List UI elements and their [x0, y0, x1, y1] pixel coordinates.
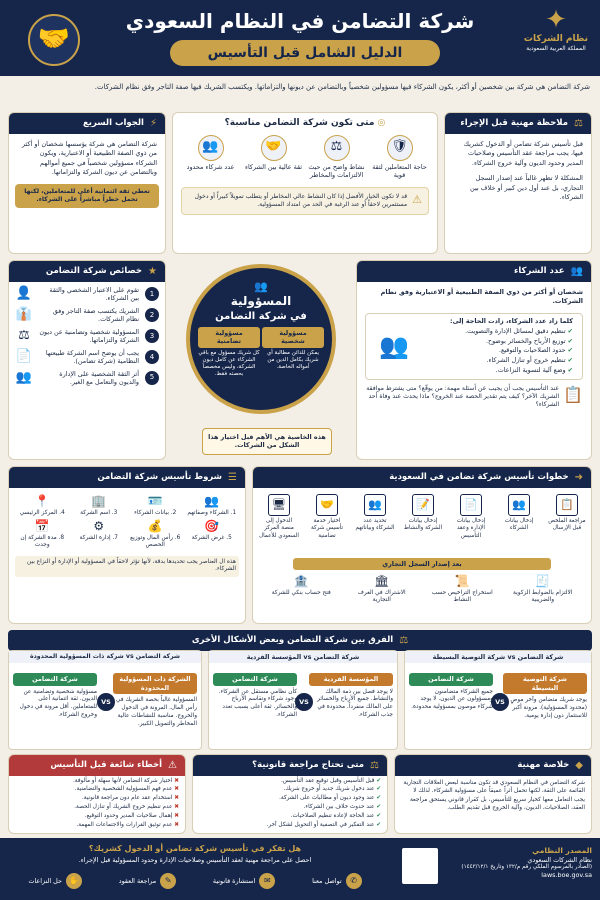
license-icon: 📜 — [454, 574, 470, 589]
liability-panel — [172, 262, 350, 458]
features-title: خصائص شركة التضامن — [45, 265, 143, 276]
conclusion-card — [394, 754, 592, 834]
step-item: 👥 تحديد عدد الشركاء وبياناتهم — [355, 494, 395, 533]
diff-col3-b: شركة التضامن مسؤولية شخصية وتضامنية عن الديون. ثقة ائتمانية أعلى للمتعاملين. أقل مرونة في دخول وخروج الشركاء. — [13, 673, 97, 720]
group-icon: 👥 — [379, 331, 409, 360]
cta-text: احصل على مراجعة مهنية لعقد التأسيس وصلاحيات الإدارة وحدود المسؤولية قبل الإجراء. — [78, 856, 312, 865]
lightning-icon: ⚡ — [149, 118, 157, 129]
feature-item: 2 الشريك يكتسب صفة التاجر وفق نظام الشركات. 👔 — [15, 307, 159, 324]
diff-col2 — [208, 650, 398, 750]
source-url[interactable]: laws.boe.gov.sa — [541, 871, 592, 880]
when-item: ⚖ نشاط واضح من حيث الالتزامات والمخاطر — [308, 135, 366, 180]
partners-title: عدد الشركاء — [513, 265, 565, 276]
diff-col2-title: شركة التضامن vs المؤسسة الفردية — [209, 651, 397, 663]
people-icon: 👥 — [198, 135, 224, 161]
vs-badge: VS — [491, 693, 509, 711]
step-item: 📋 مراجعة الملخص قبل الإرسال — [547, 494, 587, 533]
legal-review-list: ✔ قبل التأسيس وقبل توقيع عقد التأسيس. ✔ عند دخول شريك جديد أو خروج شريك. ✔ عند وجود ديون أو مطالبات على الشركة. ✔ عند حدوث خلاف بين الشركاء. ✔ عند الحاجة لإعادة تنظيم الصلاحيات. ✔ عند التفكير في التصفية أو التحويل لشكل آخر. — [193, 778, 387, 830]
building-icon: 🏢 — [91, 494, 107, 508]
vs-badge: VS — [97, 693, 115, 711]
conclusion-body: شركة التضامن في النظام السعودي قد تكون مناسبة لبعض العلاقات التجارية القائمة على الثقة، لكنها تحمل أثراً عميقاً على مسؤولية الشركاء. لذلك لا يجب التعامل معها كخيار سريع للتأسيس، بل كقرار قانوني يستحق مراجعة العقد، الصلاحيات، الديون، وآلية الخروج قبل تقديم الطلب. — [403, 780, 585, 812]
id-card-icon: 🪪 — [147, 494, 163, 508]
scale-icon: ⚖ — [324, 135, 350, 161]
step-item: 🤝 اختيار خدمة تأسيس شركة تضامنية — [307, 494, 347, 540]
when-warning: ⚠ قد لا تكون الخيار الأفضل إذا كان النشاط عالي المخاطر أو يتطلب تمويلاً كبيراً أو دخول مستثمرين لاحقاً أو عند الرغبة في الحد من امتداد المسؤولية. — [181, 187, 429, 215]
joint-tag: مسؤولية تضامنية — [198, 327, 260, 348]
gear-icon: ⚙ — [93, 519, 105, 534]
people-icon: 👥 — [364, 494, 386, 516]
after-item: 🧾 الالتزام بالضوابط الزكوية والضريبية — [511, 574, 575, 605]
features-card — [8, 260, 166, 460]
logo-country: المملكة العربية السعودية — [526, 45, 586, 52]
condition-item: 🏢 3. اسم الشركة — [72, 494, 127, 517]
chat-icon: ✉ — [259, 873, 275, 889]
partners-text: شخصان أو أكثر من ذوي الصفة الطبيعية أو الاعتبارية وفق نظام الشركات. — [380, 288, 583, 306]
after-item: 📜 استخراج التراخيص حسب النشاط — [431, 574, 493, 604]
when-item: 🤝 ثقة عالية بين الشركاء — [245, 135, 303, 180]
diff-col1-b: شركة التضامن جميع الشركاء متضامنون ومسؤولون عن الديون. لا يوجد شركاء موصون بمسؤولية محدودة. — [409, 673, 493, 712]
intro-text: شركة التضامن هي شركة بين شخصين أو أكثر، يكون الشركاء فيها مسؤولين شخصياً وبالتضامن عن ديونها والتزاماتها. ويكتسب الشريك فيها صفة التاجر وفق نظام الشركات. — [94, 83, 590, 91]
quick-answer-title: الجواب السريع — [82, 117, 144, 128]
diff-col2-a: المؤسسة الفردية لا يوجد فصل بين ذمة المالك والنشاط. جميع الأرباح والخسائر على المالك منفرداً. محدودة في جذب الشركاء. — [309, 673, 393, 720]
legal-review-title: متى تحتاج مراجعة قانونية؟ — [252, 759, 365, 770]
step-item: 👥 إدخال بيانات الشركاء — [499, 494, 539, 533]
feature-item: 4 يجب أن يوضح اسم الشركة طبيعتها النظامية (شركة تضامن). 📄 — [15, 349, 159, 366]
partners-card — [356, 260, 592, 460]
document-icon: ✎ — [160, 873, 176, 889]
step-item: 📝 إدخال بيانات الشركة والنشاط — [403, 494, 443, 533]
shield-icon: 🛡 — [387, 135, 413, 161]
source-block — [442, 846, 592, 880]
scale-icon: ⚖ — [399, 635, 409, 646]
document-icon: 📄 — [460, 494, 482, 516]
steps-title: خطوات تأسيس شركة تضامن في السعودية — [389, 471, 569, 482]
checklist-icon: 📋 — [556, 494, 578, 516]
feature-item: 5 أثر الثقة الشخصية على الإدارة والديون والتعامل مع الغير. 👥 — [15, 370, 159, 387]
condition-item: 👥 1. الشركاء وصفاتهم — [185, 494, 240, 517]
personal-text: يمكن للدائن مطالبة أي شريك بكامل الدين من أمواله الخاصة. — [266, 349, 320, 370]
footer — [0, 838, 600, 900]
diff-col3-a: الشركة ذات المسؤولية المحدودة المسؤولية غالباً بحصة الشريك في رأس المال. المرونة في الدخول والخروج. مناسبة للنشاطات عالية المخاطر والتمويل الكبير. — [113, 673, 197, 729]
after-item: 🏦 فتح حساب بنكي للشركة — [269, 574, 333, 605]
checklist-icon: 📋 — [563, 384, 583, 404]
condition-item: 📅 8. مدة الشركة إن وجدت — [15, 519, 70, 550]
pre-note-card — [444, 112, 592, 254]
step-item: 📄 إدخال بيانات الإدارة وعقد التأسيس — [451, 494, 491, 540]
partners-needs — [365, 313, 583, 380]
handshake-icon: ✋ — [66, 873, 82, 889]
handshake-icon: 🤝 — [28, 14, 80, 66]
diff-col1-a: شركة التوصية البسيطة يوجد شريك متضامن وآخر موصٍ (محدود المسؤولية). مرونة أكبر للاستثمار دون إدارة يومية. — [503, 673, 587, 721]
cta-question: هل تفكر في تأسيس شركة تضامن أو الدخول كشريك؟ — [88, 844, 302, 853]
source-title: المصدر النظامي — [532, 846, 592, 855]
when-card — [172, 112, 438, 254]
diff-col1-title: شركة التضامن vs شركة التوصية البسيطة — [405, 651, 591, 663]
diff-col3 — [8, 650, 202, 750]
qr-code-icon — [402, 848, 438, 884]
people-icon: 👥 — [254, 280, 268, 293]
after-item: 🏛 الاشتراك في الغرف التجارية — [350, 574, 414, 605]
location-icon: 📍 — [34, 494, 50, 508]
diff-col1 — [404, 650, 592, 750]
target-icon: 🎯 — [204, 519, 220, 534]
liability-subtitle: في شركة التضامن — [215, 310, 307, 322]
condition-item: 📍 4. المركز الرئيسي — [15, 494, 70, 517]
steps-card — [252, 466, 592, 624]
document-icon: 📄 — [15, 348, 33, 364]
conclusion-title: خلاصة مهنية — [517, 759, 570, 770]
palm-swords-icon: ✦ — [545, 5, 567, 35]
feature-item: 3 المسؤولية شخصية وتضامنية عن ديون الشركة والتزاماتها. ⚖ — [15, 328, 159, 345]
merchant-icon: 👔 — [15, 306, 33, 322]
contract-review-button[interactable]: ✎ مراجعة العقود — [119, 873, 176, 889]
phone-icon: ✆ — [346, 873, 362, 889]
people-icon: 👥 — [508, 494, 530, 516]
cta-block — [10, 844, 380, 889]
diff-title: الفرق بين شركة التضامن وبعض الأشكال الأخرى — [191, 634, 394, 645]
list-icon: ☰ — [228, 472, 237, 483]
calendar-icon: 📅 — [34, 519, 50, 534]
mistakes-title: أخطاء شائعة قبل التأسيس — [50, 759, 163, 770]
pre-note-body2: المشكلة لا تظهر غالباً عند إصدار السجل التجاري، بل عند أول دين كبير أو خلاف بين الشركاء. — [470, 174, 583, 202]
dispute-button[interactable]: ✋ حل النزاعات — [28, 873, 82, 889]
personal-tag: مسؤولية شخصية — [262, 327, 324, 348]
logo-name: نظام الشركات — [523, 34, 589, 44]
quick-answer-body: شركة التضامن هي شركة يؤسسها شخصان أو أكثر من ذوي الصفة الطبيعية أو الاعتبارية، ويكون الشركاء مسؤولين شخصياً في جميع أموالهم وبالتضامن عن ديون الشركة والتزاماتها. — [21, 140, 157, 177]
coins-icon: 💰 — [147, 519, 163, 534]
people-icon: 👥 — [204, 494, 220, 508]
contact-button[interactable]: ✆ تواصل معنا — [312, 873, 362, 889]
quick-answer-highlight: تعطي ثقة ائتمانية أعلى للمتعاملين، لكنها تحمل خطراً مباشراً على الشركاء. — [15, 184, 159, 208]
bank-icon: 🏦 — [293, 574, 309, 589]
warning-icon: ⚠ — [412, 193, 422, 207]
partners-need-title: كلما زاد عدد الشركاء، زادت الحاجة إلى: — [450, 316, 573, 325]
handshake-icon: 🤝 — [316, 494, 338, 516]
when-title: ◎ متى تكون شركة التضامن مناسبة؟ — [224, 118, 386, 128]
mistakes-card — [8, 754, 186, 834]
scale-icon: ⚖ — [370, 760, 379, 771]
diff-col2-b: شركة التضامن كأن نظامي مستقل عن الشركاء. وجود شركاء وتقاسم الأرباح والخسائر. ثقة أعلى بسبب تعدد الشركاء. — [213, 673, 297, 720]
tax-icon: 🧾 — [535, 574, 551, 589]
liability-title: المسؤولية — [230, 294, 292, 309]
steps-row — [253, 494, 591, 556]
pre-note-body1: قبل تأسيس شركة تضامن أو الدخول كشريك فيها، يجب مراجعة عقد التأسيس وصلاحيات المدير وحدود الديون وآلية خروج الشركاء. — [463, 140, 583, 167]
partners-needs-list: ✔ تنظيم دقيق لمسائل الإدارة والتصويت. ✔ توزيع الأرباح والخسائر بوضوح. ✔ حدود الصلاحيات والتوقيع. ✔ تنظيم خروج أو تنازل الشركاء. ✔ وضع آلية لتسوية النزاعات. — [419, 327, 579, 375]
quick-answer-card — [8, 112, 166, 254]
conditions-card — [8, 466, 246, 624]
source-line1: نظام الشركات السعودي — [527, 855, 592, 864]
conditions-note: هذه ال العناصر يجب تحديدها بدقة، لأنها تؤثر لاحقاً في المسؤولية أو الإدارة أو النزاع بين الشركاء. — [15, 556, 239, 577]
joint-text: كل شريك مسؤول مع باقي الشركاء عن كامل ديون الشركة، وليس مخصصاً بحصته فقط. — [198, 349, 260, 377]
after-register-title: بعد إصدار السجل التجاري — [293, 558, 551, 570]
target-icon: ◎ — [374, 118, 386, 128]
person-icon: 👤 — [15, 286, 33, 301]
monitor-icon: 🖥 — [268, 494, 290, 516]
after-register-row — [253, 570, 591, 609]
when-item: 🛡 حاجة المتعاملين لثقة قوية — [371, 135, 429, 180]
team-icon: 👥 — [15, 369, 33, 385]
partners-questions: 📋 عند التأسيس يجب أن يجيب عن أسئلة مهمة: من يوقّع؟ متى يشترط موافقة الشريك الآخر؟ كيف يتم تقدير الحصة عند الخروج؟ ماذا يحدث عند وفاة أحد الشركاء؟ — [366, 384, 583, 408]
star-icon: ★ — [148, 266, 157, 277]
source-line2: (الصادر بالمرسوم الملكي رقم م/١٣٢ وتاريخ ١٤٤٣/١٢/١) — [461, 864, 592, 871]
consultation-button[interactable]: ✉ استشارة قانونية — [213, 873, 275, 889]
page-title: شركة التضامن في النظام السعودي — [125, 9, 475, 33]
scale-icon: ⚖ — [18, 327, 30, 343]
header-banner — [0, 0, 600, 76]
step-item: 🖥 الدخول إلى منصة المركز السعودي للأعمال — [259, 494, 299, 540]
feature-item: 1 تقوم على الاعتبار الشخصي والثقة بين الشركاء. 👤 — [15, 286, 159, 303]
conditions-title: شروط تأسيس شركة التضامن — [97, 471, 223, 482]
edit-icon: 📝 — [412, 494, 434, 516]
condition-item: 🪪 2. بيانات الشركاء — [128, 494, 183, 517]
conditions-grid — [9, 488, 245, 552]
vs-badge: VS — [295, 693, 313, 711]
page-subtitle: الدليل الشامل قبل التأسيس — [170, 40, 440, 66]
liability-note: هذه الخاصية هي الأهم قبل اختيار هذا الشكل من الشركات. — [202, 428, 332, 455]
diamond-icon: ◆ — [575, 760, 583, 771]
people-icon: 👥 — [570, 266, 583, 277]
chamber-icon: 🏛 — [374, 574, 390, 589]
legal-review-card — [192, 754, 388, 834]
condition-item: 💰 6. رأس المال وتوزيع الحصص — [128, 519, 183, 550]
logo — [520, 6, 592, 70]
when-item: 👥 عدد شركاء محدود — [182, 135, 240, 180]
pre-note-title: ملاحظة مهنية قبل الإجراء — [460, 117, 569, 128]
route-icon: ➜ — [574, 472, 583, 483]
liability-circle — [186, 264, 336, 414]
condition-item: ⚙ 7. إدارة الشركة — [72, 519, 127, 550]
mistakes-list: ✖ اختيار شركة التضامن لأنها سهلة أو مألوفة. ✖ عدم فهم المسؤولية الشخصية والتضامنية. ✖ استخدام عقد عام دون مراجعة قانونية. ✖ عدم تنظيم خروج الشريك أو تنازل الحصة. ✖ إهمال صلاحيات المدير وحدود التوقيع. ✖ عدم توثيق القرارات والاجتماعات المهمة. — [9, 778, 185, 830]
warning-icon: ⚠ — [168, 760, 177, 771]
condition-item: 🎯 5. غرض الشركة — [185, 519, 240, 550]
diff-col3-title: شركة التضامن vs شركة ذات المسؤولية المحدودة — [9, 651, 201, 663]
handshake-icon: 🤝 — [261, 135, 287, 161]
gavel-icon: ⚖ — [574, 118, 583, 129]
